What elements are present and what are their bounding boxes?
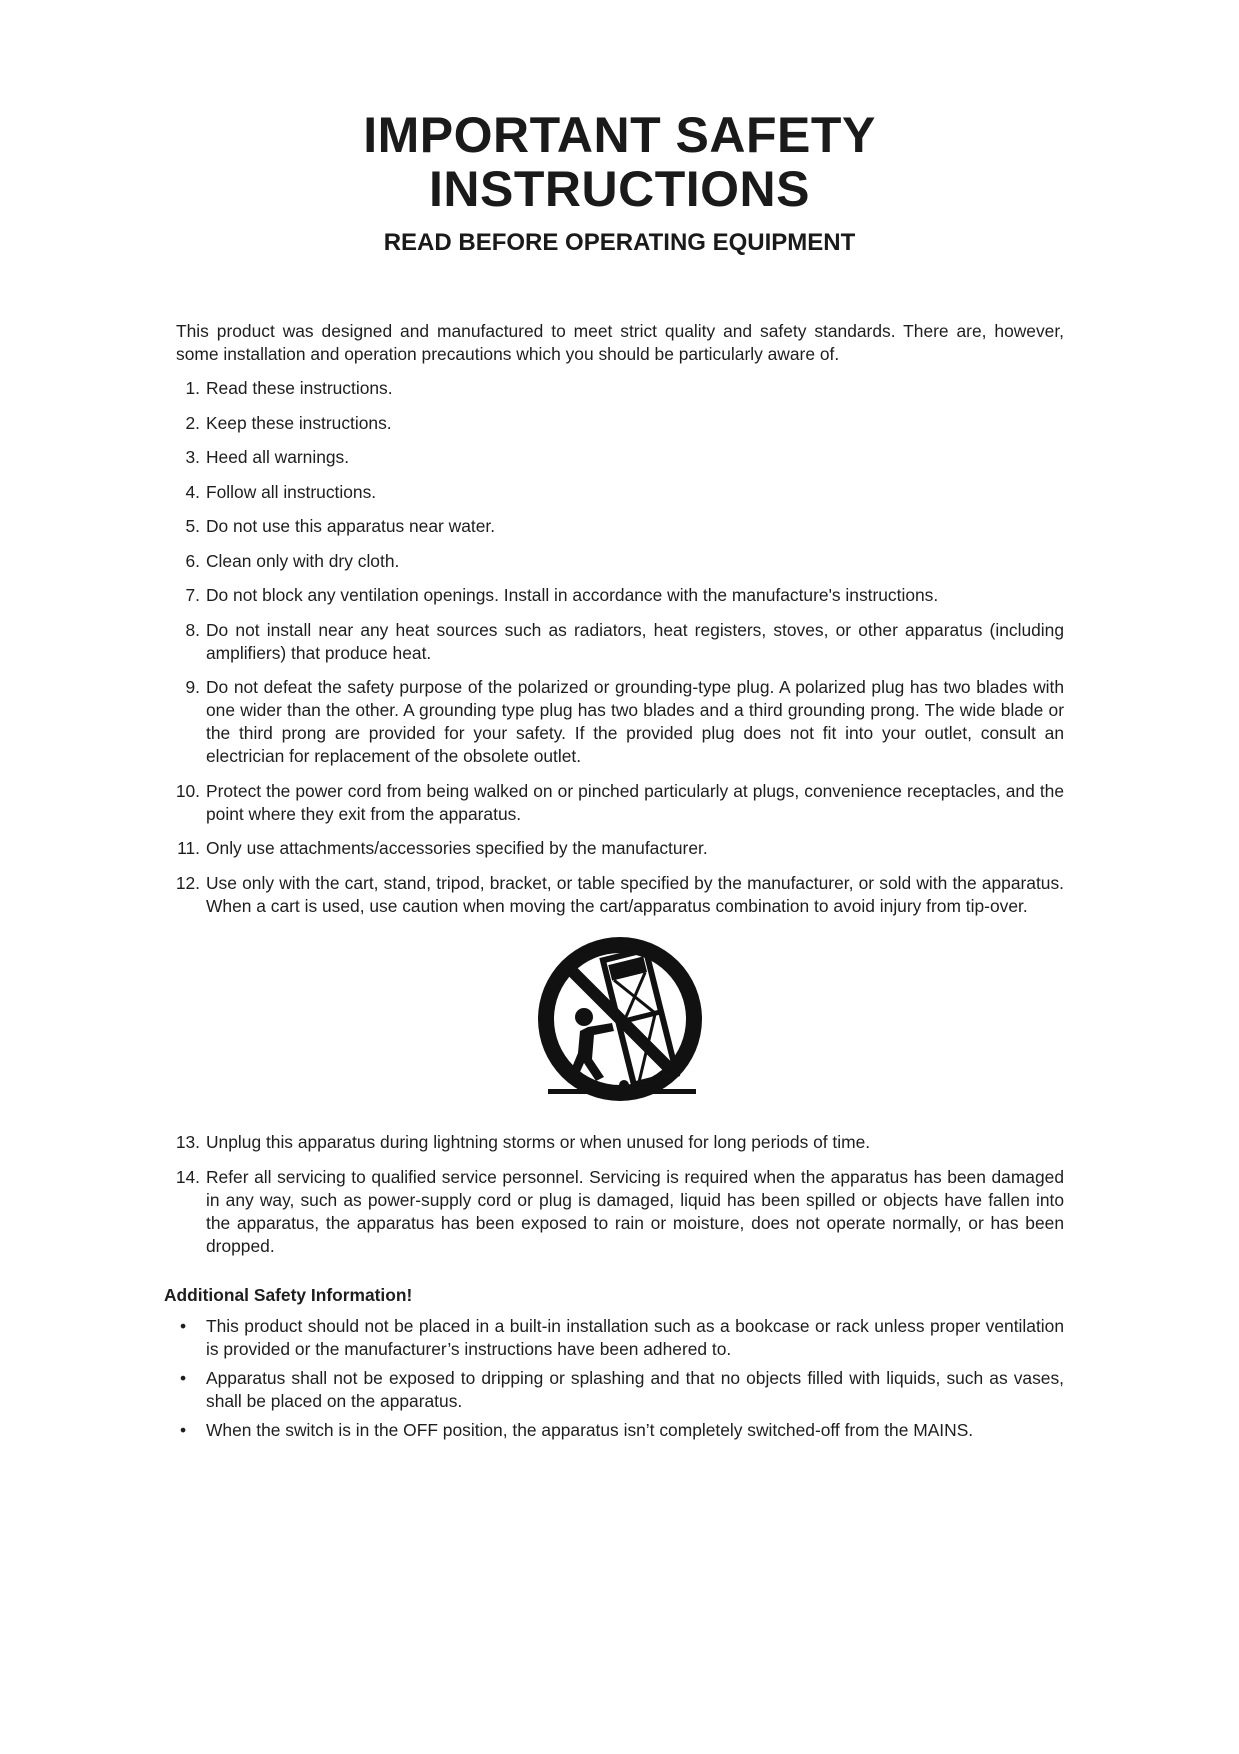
bullet-text: When the switch is in the OFF position, the apparatus isn’t completely switched-off from the MAINS.: [206, 1419, 974, 1440]
page-title: [0, 108, 1239, 216]
instruction-list: [176, 377, 1064, 918]
instruction-item: [176, 446, 1064, 469]
instruction-number: 11.: [177, 838, 200, 858]
instruction-item: [176, 676, 1064, 768]
instruction-text: Use only with the cart, stand, tripod, bracket, or table specified by the manufacturer, or sold with the apparatus. When a cart is used, use caution when moving the cart/apparatus combination to avoid injury from tip-over.: [206, 872, 1064, 916]
instruction-item: [176, 377, 1064, 400]
instruction-item: [176, 619, 1064, 665]
instruction-number: 4.: [185, 481, 200, 502]
instruction-text: Clean only with dry cloth.: [206, 550, 400, 571]
instruction-list-continued: [176, 1131, 1064, 1258]
instruction-text: Do not use this apparatus near water.: [206, 516, 496, 536]
instruction-number: 2.: [185, 412, 200, 433]
bullet-text: Apparatus shall not be exposed to dripping or splashing and that no objects filled with liquids, such as vases, shall be placed on the apparatus.: [206, 1367, 1064, 1411]
intro-paragraph: This product was designed and manufactured to meet strict quality and safety standards. There are, however, some installation and operation precautions which you should be particularly aware of.: [176, 321, 1064, 364]
instruction-number: 8.: [185, 619, 200, 640]
bullet-dot: •: [180, 1315, 187, 1336]
instruction-text: Do not defeat the safety purpose of the polarized or grounding-type plug. A polarized plug has two blades with one wider than the other. A grounding type plug has two blades and a third grounding prong. The wide blade or the third prong are provided for your safety. If the provided plug does not fit into your outlet, consult an electrician for replacement of the obsolete outlet.: [206, 677, 1064, 766]
instruction-number: 7.: [185, 585, 200, 605]
instruction-item: [176, 780, 1064, 826]
instruction-text: Unplug this apparatus during lightning storms or when unused for long periods of time.: [206, 1132, 871, 1152]
instruction-text: Do not install near any heat sources such as radiators, heat registers, stoves, or other apparatus (including amplifiers) that produce heat.: [206, 619, 1064, 663]
cart-tip-over-warning-icon: [532, 935, 708, 1109]
instruction-number: 1.: [185, 378, 200, 398]
page-subtitle: READ BEFORE OPERATING EQUIPMENT: [383, 229, 856, 256]
title-line-1: IMPORTANT SAFETY: [363, 107, 876, 163]
additional-safety-heading: Additional Safety Information!: [164, 1284, 413, 1305]
bullet-text: This product should not be placed in a built-in installation such as a bookcase or rack unless proper ventilation is provided or the manufacturer’s instructions have been adhered to.: [206, 1315, 1064, 1359]
bullet-dot: •: [180, 1419, 187, 1440]
bullet-dot: •: [180, 1367, 187, 1388]
instruction-number: 6.: [185, 550, 200, 571]
instruction-text: Follow all instructions.: [206, 481, 377, 502]
title-line-2: INSTRUCTIONS: [429, 161, 810, 217]
main-content: [164, 320, 1064, 1448]
additional-safety-list: [176, 1315, 1064, 1442]
instruction-number: 5.: [185, 516, 200, 536]
instruction-item: [176, 481, 1064, 504]
instruction-number: 12.: [175, 872, 200, 893]
instruction-number: 10.: [175, 780, 200, 801]
instruction-text: Do not block any ventilation openings. Install in accordance with the manufacture's instructions.: [206, 585, 939, 605]
instruction-item: [176, 1131, 1064, 1154]
instruction-item: [176, 837, 1064, 860]
instruction-item: [176, 412, 1064, 435]
instruction-item: [176, 1166, 1064, 1258]
instruction-text: Refer all servicing to qualified service personnel. Servicing is required when the apparatus has been damaged in any way, such as power-supply cord or plug is damaged, liquid has been spilled or objects have fallen into the apparatus, the apparatus has been exposed to rain or moisture, does not operate normally, or has been dropped.: [206, 1166, 1064, 1256]
bullet-item: [176, 1419, 1064, 1442]
instruction-text: Heed all warnings.: [206, 447, 350, 467]
instruction-number: 13.: [175, 1132, 200, 1152]
instruction-item: [176, 872, 1064, 918]
instruction-number: 14.: [175, 1166, 200, 1187]
bullet-item: [176, 1367, 1064, 1413]
cart-warning-figure: [176, 929, 1064, 1125]
instruction-text: Keep these instructions.: [206, 412, 392, 433]
instruction-text: Read these instructions.: [206, 378, 393, 398]
instruction-item: [176, 550, 1064, 573]
instruction-number: 3.: [185, 447, 200, 467]
instruction-text: Protect the power cord from being walked on or pinched particularly at plugs, convenience receptacles, and the point where they exit from the apparatus.: [206, 780, 1064, 824]
instruction-item: [176, 515, 1064, 538]
instruction-number: 9.: [185, 677, 200, 697]
instruction-item: [176, 584, 1064, 607]
instruction-text: Only use attachments/accessories specified by the manufacturer.: [206, 838, 708, 858]
bullet-item: [176, 1315, 1064, 1361]
